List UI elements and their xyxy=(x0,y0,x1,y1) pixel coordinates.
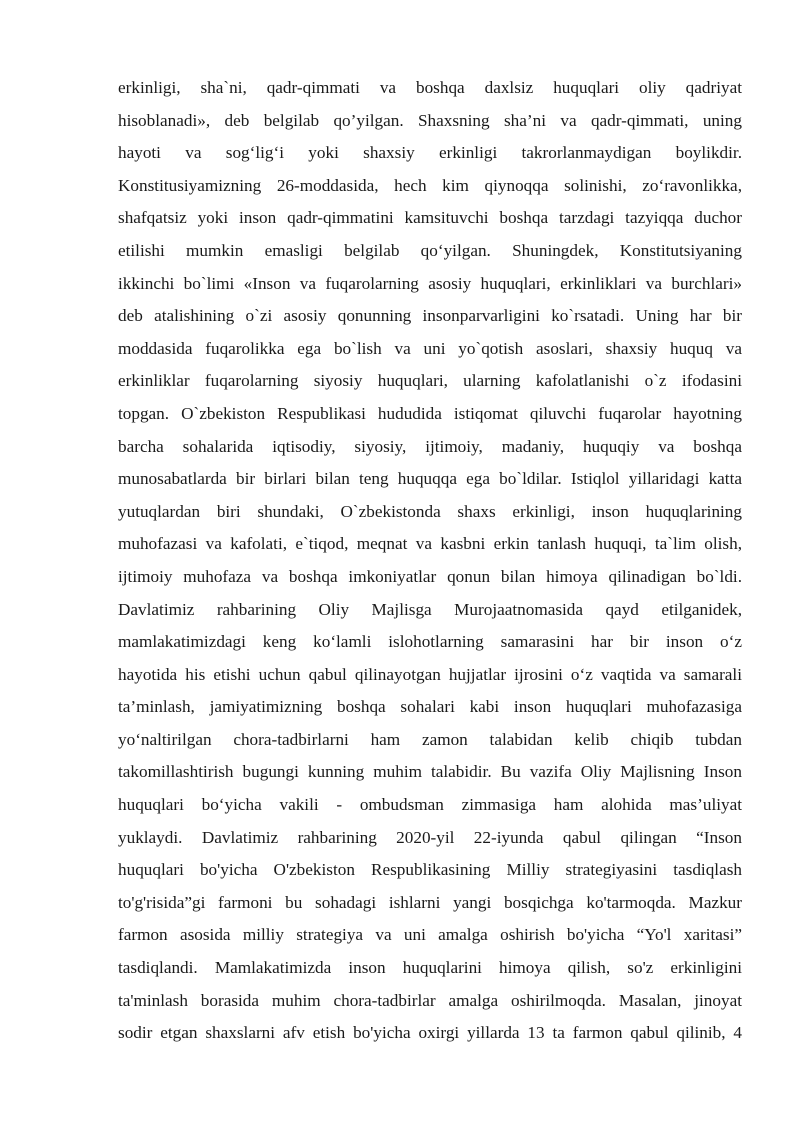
text-line: muhofazasi va kafolati, e`tiqod, meqnat va kasbni erkin tanlash huquqi, ta`lim olish, xyxy=(118,534,742,554)
text-line: hayotida his etishi uchun qabul qilinayotgan hujjatlar ijrosini o‘z vaqtida va samarali xyxy=(118,664,742,684)
text-line: erkinliklar fuqarolarning siyosiy huquqlari, ularning kafolatlanishi o`z ifodasini xyxy=(118,371,742,391)
text-line: ta’minlash, jamiyatimizning boshqa sohalari kabi inson huquqlari muhofazasiga xyxy=(118,697,742,717)
text-line: tasdiqlandi. Mamlakatimizda inson huquqlarini himoya qilish, so'z erkinligini xyxy=(118,958,742,978)
text-line: erkinligi, sha`ni, qadr-qimmati va boshqa daxlsiz huquqlari oliy qadriyat xyxy=(118,78,742,97)
text-line: moddasida fuqarolikka ega bo`lish va uni yo`qotish asoslari, shaxsiy huquq va xyxy=(118,338,742,358)
text-line: takomillashtirish bugungi kunning muhim talabidir. Bu vazifa Oliy Majlisning Inson xyxy=(118,762,742,782)
text-line: yutuqlardan biri shundaki, O`zbekistonda shaxs erkinligi, inson huquqlarining xyxy=(118,501,742,521)
text-line: farmon asosida milliy strategiya va uni amalga oshirish bo'yicha “Yo'l xaritasi” xyxy=(118,925,742,945)
text-line: shafqatsiz yoki inson qadr-qimmatini kamsituvchi boshqa tarzdagi tazyiqqa duchor xyxy=(118,208,742,228)
text-line: barcha sohalarida iqtisodiy, siyosiy, ijtimoiy, madaniy, huquqiy va boshqa xyxy=(118,436,742,456)
text-line: mamlakatimizdagi keng ko‘lamli islohotlarning samarasini har bir inson o‘z xyxy=(118,632,742,652)
text-line: ijtimoiy muhofaza va boshqa imkoniyatlar qonun bilan himoya qilinadigan bo`ldi. xyxy=(118,566,742,586)
text-line: ta'minlash borasida muhim chora-tadbirlar amalga oshirilmoqda. Masalan, jinoyat xyxy=(118,990,742,1010)
text-line: hayoti va sog‘lig‘i yoki shaxsiy erkinligi takrorlanmaydigan boylikdir. xyxy=(118,143,742,163)
text-line: huquqlari bo‘yicha vakili - ombudsman zimmasiga ham alohida mas’uliyat xyxy=(118,795,742,815)
text-line: huquqlari bo'yicha O'zbekiston Respublikasining Milliy strategiyasini tasdiqlash xyxy=(118,860,742,880)
text-line: deb atalishining o`zi asosiy qonunning insonparvarligini ko`rsatadi. Uning har bir xyxy=(118,306,742,326)
text-line: etilishi mumkin emasligi belgilab qo‘yilgan. Shuningdek, Konstitutsiyaning xyxy=(118,240,742,260)
text-line: Davlatimiz rahbarining Oliy Majlisga Murojaatnomasida qayd etilganidek, xyxy=(118,599,742,619)
text-line: Konstitusiyamizning 26-moddasida, hech kim qiynoqqa solinishi, zo‘ravonlikka, xyxy=(118,175,742,195)
text-line: hisoblanadi», deb belgilab qo’yilgan. Shaxsning sha’ni va qadr-qimmati, uning xyxy=(118,110,742,130)
text-line: sodir etgan shaxslarni afv etish bo'yicha oxirgi yillarda 13 ta farmon qabul qilinib, 4 xyxy=(118,1023,742,1043)
text-line: to'g'risida”gi farmoni bu sohadagi ishlarni yangi bosqichga ko'tarmoqda. Mazkur xyxy=(118,892,742,912)
text-line: topgan. O`zbekiston Respublikasi hududida istiqomat qiluvchi fuqarolar hayotning xyxy=(118,403,742,423)
body-text xyxy=(118,72,742,1050)
text-line: ikkinchi bo`limi «Inson va fuqarolarning asosiy huquqlari, erkinliklari va burchlari» xyxy=(118,273,742,293)
text-line: munosabatlarda bir birlari bilan teng huquqqa ega bo`ldilar. Istiqlol yillaridagi katta xyxy=(118,469,742,489)
text-line: yuklaydi. Davlatimiz rahbarining 2020-yil 22-iyunda qabul qilingan “Inson xyxy=(118,827,742,847)
text-line: yo‘naltirilgan chora-tadbirlarni ham zamon talabidan kelib chiqib tubdan xyxy=(118,729,742,749)
